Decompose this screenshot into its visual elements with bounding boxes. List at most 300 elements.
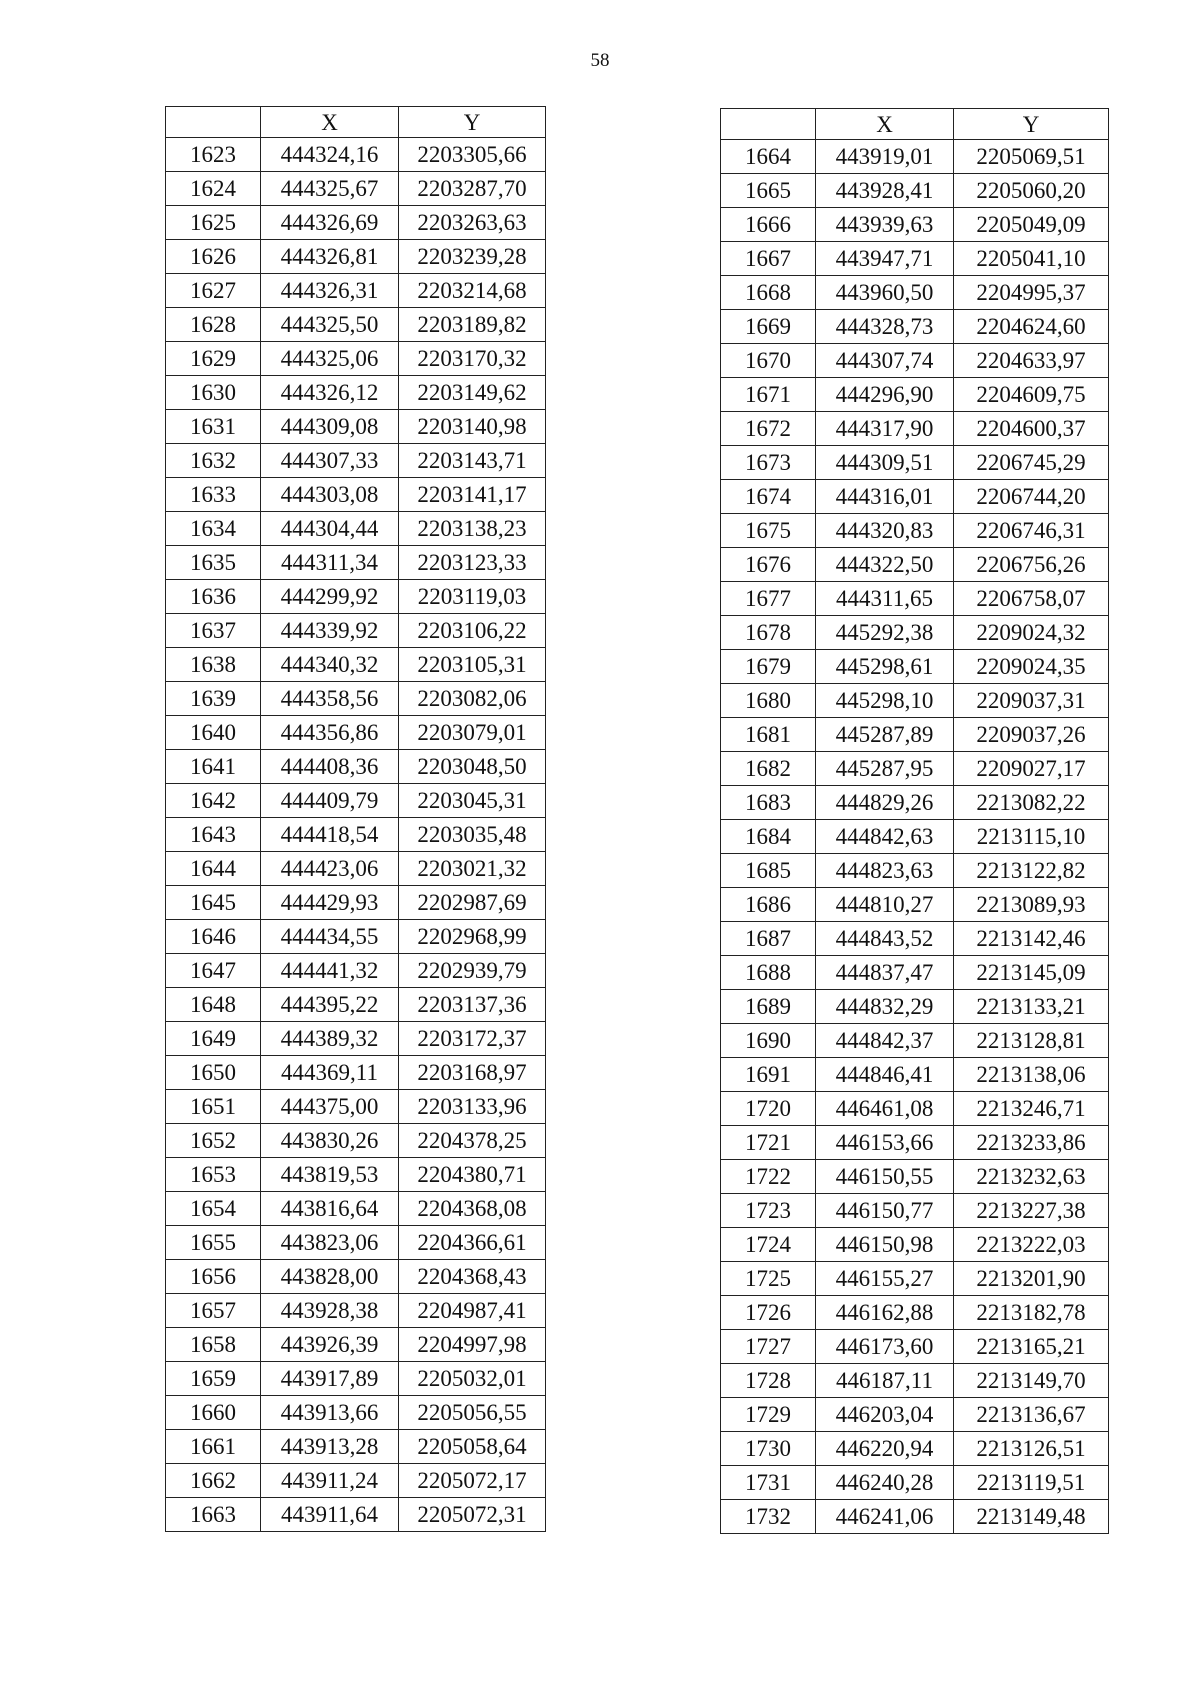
table-row [166,376,546,410]
point-number-cell: 1623 [166,138,261,172]
x-coordinate-cell: 444418,54 [261,818,399,852]
point-number-cell: 1634 [166,512,261,546]
point-number-cell: 1635 [166,546,261,580]
x-coordinate-cell: 445298,61 [816,650,954,684]
page-number: 58 [590,50,610,71]
y-coordinate-cell: 2213138,06 [954,1058,1109,1092]
point-number-cell: 1674 [721,480,816,514]
x-coordinate-cell: 443823,06 [261,1226,399,1260]
point-number-cell: 1682 [721,752,816,786]
point-number-cell: 1731 [721,1466,816,1500]
table-row [166,1022,546,1056]
table-row [166,920,546,954]
table-row [166,580,546,614]
header-y: Y [399,107,546,138]
point-number-cell: 1650 [166,1056,261,1090]
x-coordinate-cell: 443911,24 [261,1464,399,1498]
y-coordinate-cell: 2203123,33 [399,546,546,580]
table-header-row [721,109,1109,140]
table-row [721,1092,1109,1126]
y-coordinate-cell: 2203305,66 [399,138,546,172]
table-row [721,412,1109,446]
y-coordinate-cell: 2203045,31 [399,784,546,818]
y-coordinate-cell: 2203119,03 [399,580,546,614]
x-coordinate-cell: 444429,93 [261,886,399,920]
point-number-cell: 1691 [721,1058,816,1092]
y-coordinate-cell: 2213149,48 [954,1500,1109,1534]
point-number-cell: 1647 [166,954,261,988]
point-number-cell: 1724 [721,1228,816,1262]
table-row [166,240,546,274]
table-row [166,172,546,206]
table-row [166,478,546,512]
y-coordinate-cell: 2203133,96 [399,1090,546,1124]
y-coordinate-cell: 2202939,79 [399,954,546,988]
table-row [721,1262,1109,1296]
table-row [166,1498,546,1532]
point-number-cell: 1666 [721,208,816,242]
x-coordinate-cell: 443913,66 [261,1396,399,1430]
table-row [166,444,546,478]
x-coordinate-cell: 444309,08 [261,410,399,444]
y-coordinate-cell: 2204368,43 [399,1260,546,1294]
table-header-row [166,107,546,138]
x-coordinate-cell: 444846,41 [816,1058,954,1092]
point-number-cell: 1681 [721,718,816,752]
table-row [721,1058,1109,1092]
x-coordinate-cell: 444311,34 [261,546,399,580]
x-coordinate-cell: 446187,11 [816,1364,954,1398]
y-coordinate-cell: 2203141,17 [399,478,546,512]
point-number-cell: 1664 [721,140,816,174]
x-coordinate-cell: 443947,71 [816,242,954,276]
table-row [166,342,546,376]
x-coordinate-cell: 444356,86 [261,716,399,750]
point-number-cell: 1730 [721,1432,816,1466]
table-row [721,786,1109,820]
y-coordinate-cell: 2213233,86 [954,1126,1109,1160]
table-row [721,1500,1109,1534]
x-coordinate-cell: 444311,65 [816,582,954,616]
table-row [721,480,1109,514]
x-coordinate-cell: 444423,06 [261,852,399,886]
y-coordinate-cell: 2204366,61 [399,1226,546,1260]
y-coordinate-cell: 2203168,97 [399,1056,546,1090]
y-coordinate-cell: 2203138,23 [399,512,546,546]
x-coordinate-cell: 444823,63 [816,854,954,888]
y-coordinate-cell: 2205069,51 [954,140,1109,174]
table-row [166,512,546,546]
point-number-cell: 1631 [166,410,261,444]
x-coordinate-cell: 444843,52 [816,922,954,956]
x-coordinate-cell: 443928,38 [261,1294,399,1328]
x-coordinate-cell: 444322,50 [816,548,954,582]
x-coordinate-cell: 444325,06 [261,342,399,376]
x-coordinate-cell: 444409,79 [261,784,399,818]
table-row [166,1464,546,1498]
y-coordinate-cell: 2205058,64 [399,1430,546,1464]
table-row [721,684,1109,718]
y-coordinate-cell: 2203263,63 [399,206,546,240]
y-coordinate-cell: 2205072,17 [399,1464,546,1498]
x-coordinate-cell: 444307,33 [261,444,399,478]
point-number-cell: 1644 [166,852,261,886]
table-row [166,784,546,818]
coordinates-table-right [720,108,1109,1534]
y-coordinate-cell: 2203137,36 [399,988,546,1022]
point-number-cell: 1659 [166,1362,261,1396]
x-coordinate-cell: 446150,77 [816,1194,954,1228]
y-coordinate-cell: 2213145,09 [954,956,1109,990]
x-coordinate-cell: 444375,00 [261,1090,399,1124]
y-coordinate-cell: 2209024,32 [954,616,1109,650]
table-row [721,1466,1109,1500]
x-coordinate-cell: 444358,56 [261,682,399,716]
y-coordinate-cell: 2203189,82 [399,308,546,342]
table-row [721,1126,1109,1160]
table-row [166,648,546,682]
x-coordinate-cell: 444309,51 [816,446,954,480]
y-coordinate-cell: 2203082,06 [399,682,546,716]
point-number-cell: 1671 [721,378,816,412]
point-number-cell: 1729 [721,1398,816,1432]
table-row [721,582,1109,616]
x-coordinate-cell: 444389,32 [261,1022,399,1056]
point-number-cell: 1684 [721,820,816,854]
table-row [721,446,1109,480]
x-coordinate-cell: 444307,74 [816,344,954,378]
y-coordinate-cell: 2213122,82 [954,854,1109,888]
x-coordinate-cell: 445287,89 [816,718,954,752]
point-number-cell: 1678 [721,616,816,650]
x-coordinate-cell: 446153,66 [816,1126,954,1160]
x-coordinate-cell: 444369,11 [261,1056,399,1090]
point-number-cell: 1673 [721,446,816,480]
x-coordinate-cell: 444340,32 [261,648,399,682]
point-number-cell: 1627 [166,274,261,308]
y-coordinate-cell: 2213136,67 [954,1398,1109,1432]
point-number-cell: 1656 [166,1260,261,1294]
y-coordinate-cell: 2203035,48 [399,818,546,852]
x-coordinate-cell: 445298,10 [816,684,954,718]
x-coordinate-cell: 443911,64 [261,1498,399,1532]
point-number-cell: 1683 [721,786,816,820]
x-coordinate-cell: 444339,92 [261,614,399,648]
y-coordinate-cell: 2213142,46 [954,922,1109,956]
point-number-cell: 1722 [721,1160,816,1194]
y-coordinate-cell: 2206756,26 [954,548,1109,582]
table-row [721,1228,1109,1262]
y-coordinate-cell: 2206744,20 [954,480,1109,514]
x-coordinate-cell: 444299,92 [261,580,399,614]
x-coordinate-cell: 444326,31 [261,274,399,308]
table-row [721,276,1109,310]
x-coordinate-cell: 444325,67 [261,172,399,206]
point-number-cell: 1648 [166,988,261,1022]
table-row [721,1296,1109,1330]
point-number-cell: 1688 [721,956,816,990]
point-number-cell: 1640 [166,716,261,750]
table-row [166,1226,546,1260]
point-number-cell: 1646 [166,920,261,954]
point-number-cell: 1685 [721,854,816,888]
point-number-cell: 1654 [166,1192,261,1226]
table-row [166,1328,546,1362]
table-row [166,886,546,920]
table-row [166,1124,546,1158]
x-coordinate-cell: 446150,55 [816,1160,954,1194]
x-coordinate-cell: 444325,50 [261,308,399,342]
point-number-cell: 1686 [721,888,816,922]
y-coordinate-cell: 2213128,81 [954,1024,1109,1058]
y-coordinate-cell: 2204987,41 [399,1294,546,1328]
table-row [721,650,1109,684]
point-number-cell: 1687 [721,922,816,956]
y-coordinate-cell: 2206758,07 [954,582,1109,616]
x-coordinate-cell: 446241,06 [816,1500,954,1534]
x-coordinate-cell: 446240,28 [816,1466,954,1500]
point-number-cell: 1668 [721,276,816,310]
x-coordinate-cell: 443917,89 [261,1362,399,1396]
table-row [721,990,1109,1024]
y-coordinate-cell: 2206746,31 [954,514,1109,548]
table-row [721,344,1109,378]
point-number-cell: 1661 [166,1430,261,1464]
y-coordinate-cell: 2203140,98 [399,410,546,444]
table-row [166,138,546,172]
y-coordinate-cell: 2204633,97 [954,344,1109,378]
header-point-number [166,107,261,138]
table-row [166,954,546,988]
y-coordinate-cell: 2203079,01 [399,716,546,750]
point-number-cell: 1639 [166,682,261,716]
point-number-cell: 1721 [721,1126,816,1160]
point-number-cell: 1677 [721,582,816,616]
table-row [166,1294,546,1328]
y-coordinate-cell: 2204378,25 [399,1124,546,1158]
table-row [721,752,1109,786]
point-number-cell: 1630 [166,376,261,410]
y-coordinate-cell: 2204380,71 [399,1158,546,1192]
y-coordinate-cell: 2213133,21 [954,990,1109,1024]
y-coordinate-cell: 2213165,21 [954,1330,1109,1364]
table-row [721,548,1109,582]
y-coordinate-cell: 2209027,17 [954,752,1109,786]
header-y: Y [954,109,1109,140]
y-coordinate-cell: 2204368,08 [399,1192,546,1226]
x-coordinate-cell: 444328,73 [816,310,954,344]
y-coordinate-cell: 2213149,70 [954,1364,1109,1398]
point-number-cell: 1657 [166,1294,261,1328]
point-number-cell: 1732 [721,1500,816,1534]
point-number-cell: 1629 [166,342,261,376]
table-row [721,514,1109,548]
table-row [166,206,546,240]
x-coordinate-cell: 444326,69 [261,206,399,240]
x-coordinate-cell: 444304,44 [261,512,399,546]
x-coordinate-cell: 446203,04 [816,1398,954,1432]
point-number-cell: 1665 [721,174,816,208]
y-coordinate-cell: 2203105,31 [399,648,546,682]
table-row [166,682,546,716]
point-number-cell: 1669 [721,310,816,344]
point-number-cell: 1679 [721,650,816,684]
table-row [721,1330,1109,1364]
x-coordinate-cell: 444434,55 [261,920,399,954]
y-coordinate-cell: 2203239,28 [399,240,546,274]
y-coordinate-cell: 2213119,51 [954,1466,1109,1500]
x-coordinate-cell: 443830,26 [261,1124,399,1158]
x-coordinate-cell: 444320,83 [816,514,954,548]
table-row [166,546,546,580]
point-number-cell: 1628 [166,308,261,342]
header-x: X [261,107,399,138]
point-number-cell: 1689 [721,990,816,1024]
y-coordinate-cell: 2206745,29 [954,446,1109,480]
x-coordinate-cell: 446220,94 [816,1432,954,1466]
table-row [721,820,1109,854]
x-coordinate-cell: 446173,60 [816,1330,954,1364]
x-coordinate-cell: 444837,47 [816,956,954,990]
table-row [166,614,546,648]
y-coordinate-cell: 2213232,63 [954,1160,1109,1194]
point-number-cell: 1667 [721,242,816,276]
x-coordinate-cell: 446155,27 [816,1262,954,1296]
point-number-cell: 1660 [166,1396,261,1430]
x-coordinate-cell: 444395,22 [261,988,399,1022]
y-coordinate-cell: 2213126,51 [954,1432,1109,1466]
table-row [166,716,546,750]
y-coordinate-cell: 2203143,71 [399,444,546,478]
point-number-cell: 1720 [721,1092,816,1126]
point-number-cell: 1641 [166,750,261,784]
x-coordinate-cell: 444296,90 [816,378,954,412]
y-coordinate-cell: 2204600,37 [954,412,1109,446]
point-number-cell: 1633 [166,478,261,512]
table-row [166,1158,546,1192]
point-number-cell: 1642 [166,784,261,818]
point-number-cell: 1626 [166,240,261,274]
point-number-cell: 1672 [721,412,816,446]
table-row [721,378,1109,412]
point-number-cell: 1662 [166,1464,261,1498]
y-coordinate-cell: 2203106,22 [399,614,546,648]
table-row [166,1090,546,1124]
table-row [166,750,546,784]
x-coordinate-cell: 443919,01 [816,140,954,174]
x-coordinate-cell: 444810,27 [816,888,954,922]
x-coordinate-cell: 444832,29 [816,990,954,1024]
y-coordinate-cell: 2203021,32 [399,852,546,886]
table-row [721,310,1109,344]
x-coordinate-cell: 444324,16 [261,138,399,172]
y-coordinate-cell: 2204997,98 [399,1328,546,1362]
table-row [721,174,1109,208]
x-coordinate-cell: 443819,53 [261,1158,399,1192]
table-row [721,854,1109,888]
y-coordinate-cell: 2205072,31 [399,1498,546,1532]
x-coordinate-cell: 444316,01 [816,480,954,514]
table-row [166,308,546,342]
point-number-cell: 1675 [721,514,816,548]
table-row [166,852,546,886]
table-row [166,988,546,1022]
point-number-cell: 1643 [166,818,261,852]
y-coordinate-cell: 2205032,01 [399,1362,546,1396]
point-number-cell: 1649 [166,1022,261,1056]
point-number-cell: 1658 [166,1328,261,1362]
point-number-cell: 1645 [166,886,261,920]
y-coordinate-cell: 2209037,31 [954,684,1109,718]
x-coordinate-cell: 443960,50 [816,276,954,310]
point-number-cell: 1652 [166,1124,261,1158]
point-number-cell: 1670 [721,344,816,378]
y-coordinate-cell: 2205060,20 [954,174,1109,208]
y-coordinate-cell: 2205056,55 [399,1396,546,1430]
x-coordinate-cell: 444326,81 [261,240,399,274]
table-row [166,274,546,308]
x-coordinate-cell: 443913,28 [261,1430,399,1464]
x-coordinate-cell: 444326,12 [261,376,399,410]
y-coordinate-cell: 2204624,60 [954,310,1109,344]
table-row [721,1364,1109,1398]
y-coordinate-cell: 2203149,62 [399,376,546,410]
y-coordinate-cell: 2213082,22 [954,786,1109,820]
y-coordinate-cell: 2213222,03 [954,1228,1109,1262]
x-coordinate-cell: 445287,95 [816,752,954,786]
x-coordinate-cell: 444408,36 [261,750,399,784]
y-coordinate-cell: 2202968,99 [399,920,546,954]
x-coordinate-cell: 444829,26 [816,786,954,820]
x-coordinate-cell: 443828,00 [261,1260,399,1294]
point-number-cell: 1638 [166,648,261,682]
y-coordinate-cell: 2213182,78 [954,1296,1109,1330]
y-coordinate-cell: 2213227,38 [954,1194,1109,1228]
table-row [721,888,1109,922]
y-coordinate-cell: 2204609,75 [954,378,1109,412]
table-row [721,140,1109,174]
table-row [166,410,546,444]
x-coordinate-cell: 446150,98 [816,1228,954,1262]
y-coordinate-cell: 2209037,26 [954,718,1109,752]
table-row [721,1024,1109,1058]
x-coordinate-cell: 443926,39 [261,1328,399,1362]
x-coordinate-cell: 443928,41 [816,174,954,208]
y-coordinate-cell: 2205049,09 [954,208,1109,242]
y-coordinate-cell: 2204995,37 [954,276,1109,310]
point-number-cell: 1655 [166,1226,261,1260]
y-coordinate-cell: 2205041,10 [954,242,1109,276]
point-number-cell: 1723 [721,1194,816,1228]
table-row [721,1398,1109,1432]
y-coordinate-cell: 2203172,37 [399,1022,546,1056]
point-number-cell: 1690 [721,1024,816,1058]
y-coordinate-cell: 2203287,70 [399,172,546,206]
table-row [166,1192,546,1226]
y-coordinate-cell: 2202987,69 [399,886,546,920]
table-row [166,1396,546,1430]
point-number-cell: 1725 [721,1262,816,1296]
coordinates-table-left [165,106,546,1532]
table-row [721,922,1109,956]
x-coordinate-cell: 443939,63 [816,208,954,242]
table-row [166,1362,546,1396]
table-row [166,1260,546,1294]
y-coordinate-cell: 2213246,71 [954,1092,1109,1126]
x-coordinate-cell: 446461,08 [816,1092,954,1126]
point-number-cell: 1636 [166,580,261,614]
point-number-cell: 1653 [166,1158,261,1192]
